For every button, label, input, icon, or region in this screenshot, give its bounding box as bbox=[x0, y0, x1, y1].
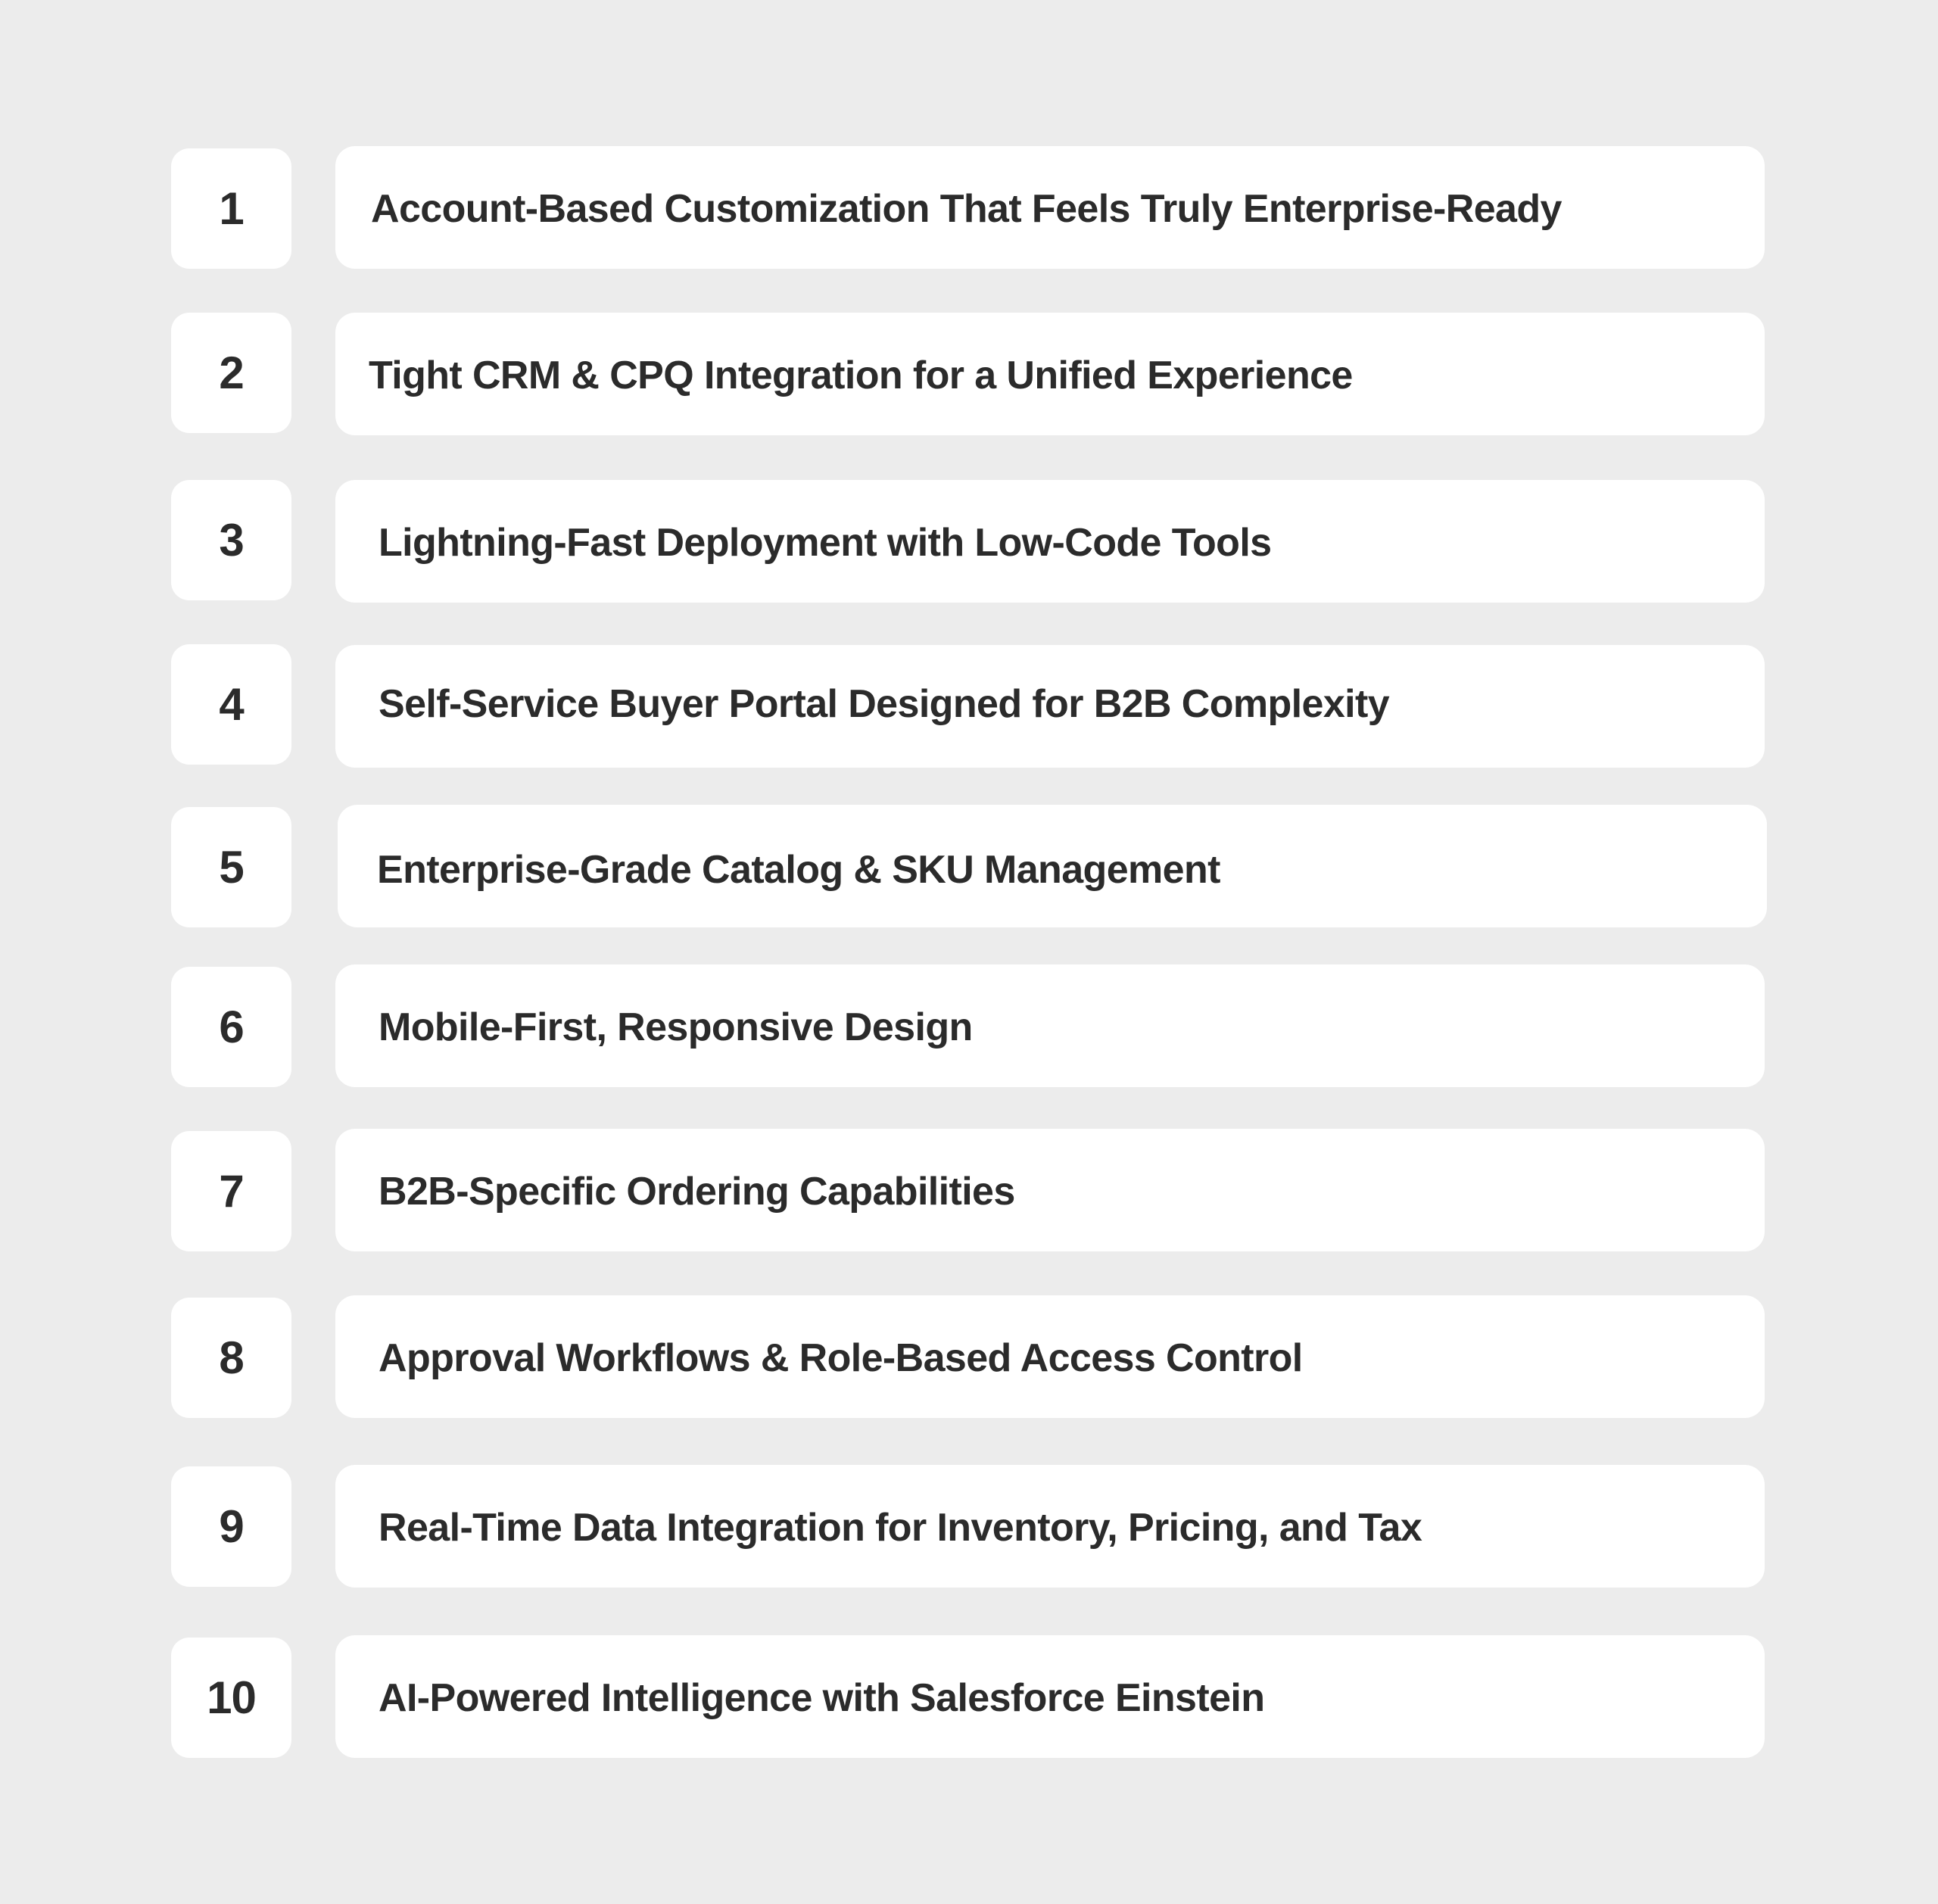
item-number: 8 bbox=[219, 1332, 244, 1383]
item-label: Real-Time Data Integration for Inventory, Pricing, and Tax bbox=[379, 1506, 1422, 1550]
item-label: Mobile-First, Responsive Design bbox=[379, 1005, 973, 1049]
number-badge bbox=[171, 148, 291, 269]
item-number: 10 bbox=[207, 1672, 256, 1723]
item-label: Self-Service Buyer Portal Designed for B2B Complexity bbox=[379, 682, 1390, 726]
item-label: Lightning-Fast Deployment with Low-Code Tools bbox=[379, 521, 1272, 565]
item-card bbox=[335, 1129, 1765, 1251]
number-badge bbox=[171, 644, 291, 765]
item-card bbox=[335, 645, 1765, 768]
list-item bbox=[0, 1465, 1938, 1590]
item-card bbox=[335, 964, 1765, 1087]
number-badge bbox=[171, 967, 291, 1087]
item-card bbox=[335, 146, 1765, 269]
item-number: 3 bbox=[219, 514, 244, 566]
number-badge bbox=[171, 1298, 291, 1418]
item-label: AI-Powered Intelligence with Salesforce Einstein bbox=[379, 1676, 1265, 1720]
number-badge bbox=[171, 1131, 291, 1251]
list-item bbox=[0, 644, 1938, 769]
item-card bbox=[335, 1295, 1765, 1418]
item-card bbox=[335, 313, 1765, 435]
item-label: Enterprise-Grade Catalog & SKU Management bbox=[377, 848, 1220, 892]
list-item bbox=[0, 964, 1938, 1089]
item-card bbox=[335, 1635, 1765, 1758]
number-badge bbox=[171, 313, 291, 433]
item-label: Approval Workflows & Role-Based Access Control bbox=[379, 1336, 1303, 1380]
list-item bbox=[0, 1129, 1938, 1254]
item-number: 9 bbox=[219, 1500, 244, 1552]
list-item bbox=[0, 1295, 1938, 1420]
item-label: Account-Based Customization That Feels Truly Enterprise-Ready bbox=[371, 187, 1562, 231]
number-badge bbox=[171, 480, 291, 600]
item-number: 4 bbox=[219, 678, 244, 730]
item-number: 1 bbox=[219, 182, 244, 234]
list-item bbox=[0, 313, 1938, 438]
item-number: 6 bbox=[219, 1001, 244, 1052]
item-label: Tight CRM & CPQ Integration for a Unified Experience bbox=[369, 354, 1353, 397]
item-card bbox=[335, 1465, 1765, 1588]
number-badge bbox=[171, 1466, 291, 1587]
list-item bbox=[0, 805, 1938, 930]
item-label: B2B-Specific Ordering Capabilities bbox=[379, 1170, 1015, 1214]
list-item bbox=[0, 1635, 1938, 1760]
list-item bbox=[0, 480, 1938, 605]
number-badge bbox=[171, 1638, 291, 1758]
item-card bbox=[338, 805, 1767, 927]
list-item bbox=[0, 146, 1938, 271]
number-badge bbox=[171, 807, 291, 927]
item-number: 2 bbox=[219, 347, 244, 398]
item-number: 5 bbox=[219, 841, 244, 893]
item-card bbox=[335, 480, 1765, 603]
item-number: 7 bbox=[219, 1165, 244, 1217]
